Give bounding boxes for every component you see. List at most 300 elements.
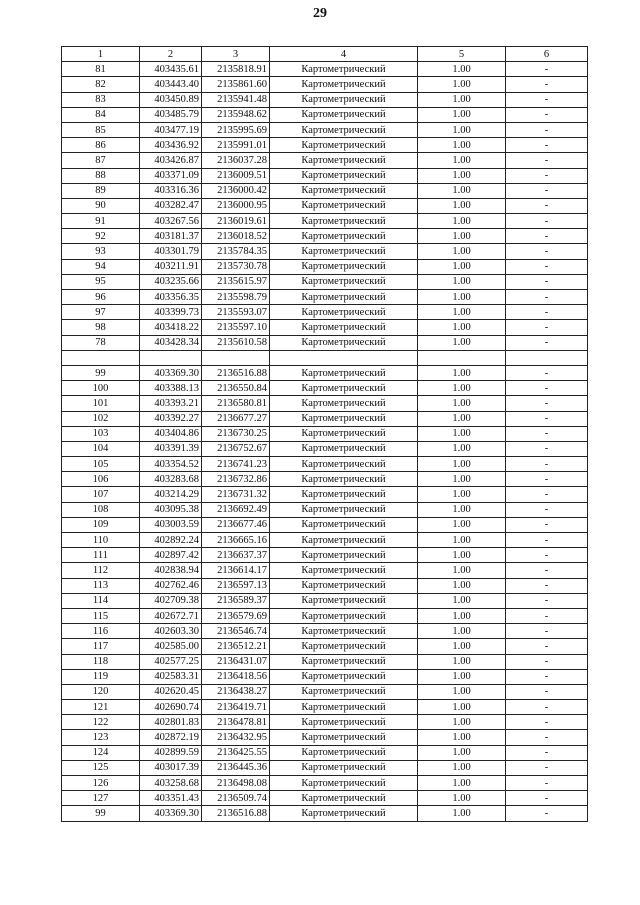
note-cell: - <box>506 122 588 137</box>
method-cell: Картометрический <box>270 548 418 563</box>
note-cell: - <box>506 517 588 532</box>
table-row <box>62 168 588 183</box>
x-coordinate-cell: 403282.47 <box>140 198 202 213</box>
method-cell: Картометрический <box>270 669 418 684</box>
x-coordinate-cell: 403258.68 <box>140 776 202 791</box>
y-coordinate-cell: 2136432.95 <box>202 730 270 745</box>
y-coordinate-cell: 2136478.81 <box>202 715 270 730</box>
x-coordinate-cell: 402577.25 <box>140 654 202 669</box>
x-coordinate-cell: 402838.94 <box>140 563 202 578</box>
accuracy-cell: 1.00 <box>418 244 506 259</box>
table-row <box>62 396 588 411</box>
y-coordinate-cell: 2136516.88 <box>202 365 270 380</box>
accuracy-cell: 1.00 <box>418 791 506 806</box>
table-row <box>62 381 588 396</box>
table-row <box>62 274 588 289</box>
table-row <box>62 684 588 699</box>
point-number-cell: 83 <box>62 92 140 107</box>
x-coordinate-cell: 403235.66 <box>140 274 202 289</box>
table-row <box>62 320 588 335</box>
table-row <box>62 229 588 244</box>
y-coordinate-cell: 2135948.62 <box>202 107 270 122</box>
note-cell: - <box>506 426 588 441</box>
note-cell: - <box>506 92 588 107</box>
method-cell: Картометрический <box>270 684 418 699</box>
accuracy-cell: 1.00 <box>418 107 506 122</box>
note-cell: - <box>506 138 588 153</box>
table-row <box>62 624 588 639</box>
accuracy-cell: 1.00 <box>418 168 506 183</box>
accuracy-cell: 1.00 <box>418 320 506 335</box>
method-cell: Картометрический <box>270 654 418 669</box>
method-cell: Картометрический <box>270 700 418 715</box>
table-row <box>62 608 588 623</box>
x-coordinate-cell: 403428.34 <box>140 335 202 350</box>
accuracy-cell: 1.00 <box>418 548 506 563</box>
note-cell: - <box>506 669 588 684</box>
point-number-cell: 100 <box>62 381 140 396</box>
point-number-cell: 87 <box>62 153 140 168</box>
x-coordinate-cell: 403371.09 <box>140 168 202 183</box>
accuracy-cell: 1.00 <box>418 77 506 92</box>
x-coordinate-cell: 402709.38 <box>140 593 202 608</box>
table-row <box>62 639 588 654</box>
x-coordinate-cell: 403404.86 <box>140 426 202 441</box>
y-coordinate-cell: 2136752.67 <box>202 441 270 456</box>
point-number-cell: 126 <box>62 776 140 791</box>
point-number-cell: 96 <box>62 290 140 305</box>
point-number-cell: 107 <box>62 487 140 502</box>
y-coordinate-cell: 2136438.27 <box>202 684 270 699</box>
point-number-cell: 95 <box>62 274 140 289</box>
method-cell: Картометрический <box>270 183 418 198</box>
y-coordinate-cell: 2135597.10 <box>202 320 270 335</box>
method-cell: Картометрический <box>270 168 418 183</box>
method-cell: Картометрический <box>270 396 418 411</box>
method-cell: Картометрический <box>270 259 418 274</box>
table-row <box>62 730 588 745</box>
table-row <box>62 441 588 456</box>
y-coordinate-cell: 2135995.69 <box>202 122 270 137</box>
method-cell: Картометрический <box>270 365 418 380</box>
accuracy-cell: 1.00 <box>418 229 506 244</box>
note-cell: - <box>506 259 588 274</box>
method-cell: Картометрический <box>270 487 418 502</box>
y-coordinate-cell: 2136637.37 <box>202 548 270 563</box>
table-row <box>62 654 588 669</box>
accuracy-cell: 1.00 <box>418 624 506 639</box>
note-cell: - <box>506 760 588 775</box>
point-number-cell: 106 <box>62 472 140 487</box>
x-coordinate-cell: 402672.71 <box>140 608 202 623</box>
method-cell: Картометрический <box>270 472 418 487</box>
x-coordinate-cell: 403369.30 <box>140 365 202 380</box>
point-number-cell: 121 <box>62 700 140 715</box>
note-cell: - <box>506 791 588 806</box>
table-row <box>62 669 588 684</box>
table-row <box>62 411 588 426</box>
x-coordinate-cell: 402585.00 <box>140 639 202 654</box>
point-number-cell: 78 <box>62 335 140 350</box>
method-cell: Картометрический <box>270 441 418 456</box>
point-number-cell: 97 <box>62 305 140 320</box>
note-cell: - <box>506 305 588 320</box>
method-cell: Картометрический <box>270 608 418 623</box>
y-coordinate-cell: 2136579.69 <box>202 608 270 623</box>
table-row <box>62 244 588 259</box>
x-coordinate-cell: 403443.40 <box>140 77 202 92</box>
method-cell: Картометрический <box>270 244 418 259</box>
method-cell: Картометрический <box>270 92 418 107</box>
method-cell <box>270 350 418 365</box>
column-header-4: 4 <box>270 47 418 62</box>
table-row <box>62 335 588 350</box>
method-cell: Картометрический <box>270 229 418 244</box>
point-number-cell: 92 <box>62 229 140 244</box>
accuracy-cell: 1.00 <box>418 715 506 730</box>
note-cell: - <box>506 776 588 791</box>
note-cell: - <box>506 548 588 563</box>
note-cell: - <box>506 578 588 593</box>
accuracy-cell: 1.00 <box>418 441 506 456</box>
y-coordinate-cell: 2136000.42 <box>202 183 270 198</box>
table-row <box>62 760 588 775</box>
accuracy-cell <box>418 350 506 365</box>
accuracy-cell: 1.00 <box>418 760 506 775</box>
note-cell: - <box>506 62 588 77</box>
accuracy-cell: 1.00 <box>418 381 506 396</box>
note-cell: - <box>506 806 588 821</box>
note-cell: - <box>506 730 588 745</box>
point-number-cell: 108 <box>62 502 140 517</box>
table-row <box>62 502 588 517</box>
y-coordinate-cell: 2135861.60 <box>202 77 270 92</box>
point-number-cell: 102 <box>62 411 140 426</box>
accuracy-cell: 1.00 <box>418 335 506 350</box>
point-number-cell: 109 <box>62 517 140 532</box>
accuracy-cell: 1.00 <box>418 138 506 153</box>
y-coordinate-cell: 2136418.56 <box>202 669 270 684</box>
y-coordinate-cell: 2135730.78 <box>202 259 270 274</box>
method-cell: Картометрический <box>270 411 418 426</box>
table-row <box>62 77 588 92</box>
accuracy-cell: 1.00 <box>418 669 506 684</box>
accuracy-cell: 1.00 <box>418 153 506 168</box>
table-row <box>62 107 588 122</box>
point-number-cell: 98 <box>62 320 140 335</box>
accuracy-cell: 1.00 <box>418 214 506 229</box>
note-cell: - <box>506 608 588 623</box>
method-cell: Картометрический <box>270 335 418 350</box>
table-row <box>62 715 588 730</box>
table-row <box>62 806 588 821</box>
method-cell: Картометрический <box>270 730 418 745</box>
note-cell: - <box>506 563 588 578</box>
x-coordinate-cell: 403095.38 <box>140 502 202 517</box>
note-cell <box>506 350 588 365</box>
column-header-5: 5 <box>418 47 506 62</box>
point-number-cell: 124 <box>62 745 140 760</box>
accuracy-cell: 1.00 <box>418 183 506 198</box>
accuracy-cell: 1.00 <box>418 639 506 654</box>
x-coordinate-cell: 402801.83 <box>140 715 202 730</box>
table-row <box>62 776 588 791</box>
point-number-cell <box>62 350 140 365</box>
point-number-cell: 81 <box>62 62 140 77</box>
table-row <box>62 487 588 502</box>
y-coordinate-cell: 2136550.84 <box>202 381 270 396</box>
note-cell: - <box>506 411 588 426</box>
y-coordinate-cell: 2136019.61 <box>202 214 270 229</box>
accuracy-cell: 1.00 <box>418 62 506 77</box>
note-cell: - <box>506 381 588 396</box>
point-number-cell: 120 <box>62 684 140 699</box>
point-number-cell: 99 <box>62 806 140 821</box>
point-number-cell: 115 <box>62 608 140 623</box>
method-cell: Картометрический <box>270 381 418 396</box>
accuracy-cell: 1.00 <box>418 365 506 380</box>
note-cell: - <box>506 183 588 198</box>
method-cell: Картометрический <box>270 138 418 153</box>
x-coordinate-cell: 403426.87 <box>140 153 202 168</box>
y-coordinate-cell: 2136677.27 <box>202 411 270 426</box>
method-cell: Картометрический <box>270 198 418 213</box>
x-coordinate-cell: 402690.74 <box>140 700 202 715</box>
table-row <box>62 259 588 274</box>
x-coordinate-cell: 403392.27 <box>140 411 202 426</box>
header-row <box>62 47 588 62</box>
note-cell: - <box>506 320 588 335</box>
table-header <box>62 47 588 62</box>
table-row <box>62 290 588 305</box>
note-cell: - <box>506 214 588 229</box>
y-coordinate-cell: 2136692.49 <box>202 502 270 517</box>
x-coordinate-cell: 403393.21 <box>140 396 202 411</box>
table-row <box>62 563 588 578</box>
note-cell: - <box>506 274 588 289</box>
y-coordinate-cell: 2136445.36 <box>202 760 270 775</box>
accuracy-cell: 1.00 <box>418 776 506 791</box>
table-row <box>62 593 588 608</box>
method-cell: Картометрический <box>270 153 418 168</box>
method-cell: Картометрический <box>270 639 418 654</box>
x-coordinate-cell: 403351.43 <box>140 791 202 806</box>
note-cell: - <box>506 654 588 669</box>
method-cell: Картометрический <box>270 745 418 760</box>
column-header-6: 6 <box>506 47 588 62</box>
y-coordinate-cell: 2136512.21 <box>202 639 270 654</box>
table-row <box>62 183 588 198</box>
x-coordinate-cell: 402583.31 <box>140 669 202 684</box>
x-coordinate-cell: 403418.22 <box>140 320 202 335</box>
point-number-cell: 86 <box>62 138 140 153</box>
accuracy-cell: 1.00 <box>418 472 506 487</box>
method-cell: Картометрический <box>270 457 418 472</box>
point-number-cell: 91 <box>62 214 140 229</box>
point-number-cell: 88 <box>62 168 140 183</box>
x-coordinate-cell: 403436.92 <box>140 138 202 153</box>
note-cell: - <box>506 198 588 213</box>
note-cell: - <box>506 290 588 305</box>
point-number-cell: 116 <box>62 624 140 639</box>
y-coordinate-cell: 2136018.52 <box>202 229 270 244</box>
column-header-2: 2 <box>140 47 202 62</box>
accuracy-cell: 1.00 <box>418 396 506 411</box>
table-row <box>62 517 588 532</box>
y-coordinate-cell: 2136665.16 <box>202 533 270 548</box>
point-number-cell: 104 <box>62 441 140 456</box>
y-coordinate-cell: 2136498.08 <box>202 776 270 791</box>
y-coordinate-cell: 2135593.07 <box>202 305 270 320</box>
point-number-cell: 111 <box>62 548 140 563</box>
method-cell: Картометрический <box>270 274 418 289</box>
accuracy-cell: 1.00 <box>418 502 506 517</box>
y-coordinate-cell: 2136614.17 <box>202 563 270 578</box>
point-number-cell: 119 <box>62 669 140 684</box>
accuracy-cell: 1.00 <box>418 274 506 289</box>
y-coordinate-cell: 2136425.55 <box>202 745 270 760</box>
accuracy-cell: 1.00 <box>418 700 506 715</box>
table-row <box>62 62 588 77</box>
y-coordinate-cell: 2135991.01 <box>202 138 270 153</box>
x-coordinate-cell: 403369.30 <box>140 806 202 821</box>
point-number-cell: 93 <box>62 244 140 259</box>
x-coordinate-cell: 402892.24 <box>140 533 202 548</box>
note-cell: - <box>506 335 588 350</box>
y-coordinate-cell: 2136580.81 <box>202 396 270 411</box>
point-number-cell: 85 <box>62 122 140 137</box>
y-coordinate-cell: 2136732.86 <box>202 472 270 487</box>
point-number-cell: 127 <box>62 791 140 806</box>
y-coordinate-cell: 2136741.23 <box>202 457 270 472</box>
accuracy-cell: 1.00 <box>418 411 506 426</box>
y-coordinate-cell: 2136419.71 <box>202 700 270 715</box>
accuracy-cell: 1.00 <box>418 578 506 593</box>
table-row <box>62 472 588 487</box>
note-cell: - <box>506 745 588 760</box>
accuracy-cell: 1.00 <box>418 259 506 274</box>
method-cell: Картометрический <box>270 502 418 517</box>
accuracy-cell: 1.00 <box>418 457 506 472</box>
accuracy-cell: 1.00 <box>418 806 506 821</box>
method-cell: Картометрический <box>270 760 418 775</box>
point-number-cell: 113 <box>62 578 140 593</box>
table-row <box>62 700 588 715</box>
point-number-cell: 90 <box>62 198 140 213</box>
note-cell: - <box>506 396 588 411</box>
method-cell: Картометрический <box>270 776 418 791</box>
note-cell: - <box>506 441 588 456</box>
accuracy-cell: 1.00 <box>418 684 506 699</box>
y-coordinate-cell: 2135615.97 <box>202 274 270 289</box>
point-number-cell: 89 <box>62 183 140 198</box>
table-body <box>62 62 588 821</box>
point-number-cell: 118 <box>62 654 140 669</box>
y-coordinate-cell: 2136431.07 <box>202 654 270 669</box>
method-cell: Картометрический <box>270 305 418 320</box>
x-coordinate-cell: 402620.45 <box>140 684 202 699</box>
point-number-cell: 117 <box>62 639 140 654</box>
accuracy-cell: 1.00 <box>418 487 506 502</box>
point-number-cell: 94 <box>62 259 140 274</box>
point-number-cell: 99 <box>62 365 140 380</box>
table-row <box>62 138 588 153</box>
note-cell: - <box>506 229 588 244</box>
x-coordinate-cell: 403356.35 <box>140 290 202 305</box>
accuracy-cell: 1.00 <box>418 533 506 548</box>
table-row <box>62 350 588 365</box>
x-coordinate-cell <box>140 350 202 365</box>
point-number-cell: 122 <box>62 715 140 730</box>
column-header-1: 1 <box>62 47 140 62</box>
point-number-cell: 123 <box>62 730 140 745</box>
point-number-cell: 105 <box>62 457 140 472</box>
x-coordinate-cell: 403388.13 <box>140 381 202 396</box>
note-cell: - <box>506 487 588 502</box>
point-number-cell: 84 <box>62 107 140 122</box>
table-row <box>62 791 588 806</box>
y-coordinate-cell: 2135818.91 <box>202 62 270 77</box>
note-cell: - <box>506 472 588 487</box>
accuracy-cell: 1.00 <box>418 517 506 532</box>
x-coordinate-cell: 403003.59 <box>140 517 202 532</box>
method-cell: Картометрический <box>270 77 418 92</box>
x-coordinate-cell: 403450.89 <box>140 92 202 107</box>
accuracy-cell: 1.00 <box>418 608 506 623</box>
method-cell: Картометрический <box>270 578 418 593</box>
x-coordinate-cell: 402897.42 <box>140 548 202 563</box>
y-coordinate-cell: 2136597.13 <box>202 578 270 593</box>
x-coordinate-cell: 402872.19 <box>140 730 202 745</box>
point-number-cell: 103 <box>62 426 140 441</box>
table-row <box>62 365 588 380</box>
method-cell: Картометрический <box>270 806 418 821</box>
method-cell: Картометрический <box>270 715 418 730</box>
note-cell: - <box>506 457 588 472</box>
x-coordinate-cell: 403435.61 <box>140 62 202 77</box>
table-row <box>62 533 588 548</box>
note-cell: - <box>506 533 588 548</box>
method-cell: Картометрический <box>270 533 418 548</box>
y-coordinate-cell: 2136589.37 <box>202 593 270 608</box>
note-cell: - <box>506 715 588 730</box>
accuracy-cell: 1.00 <box>418 92 506 107</box>
x-coordinate-cell: 403283.68 <box>140 472 202 487</box>
note-cell: - <box>506 639 588 654</box>
column-header-3: 3 <box>202 47 270 62</box>
accuracy-cell: 1.00 <box>418 745 506 760</box>
x-coordinate-cell: 403354.52 <box>140 457 202 472</box>
table-row <box>62 745 588 760</box>
y-coordinate-cell <box>202 350 270 365</box>
x-coordinate-cell: 403391.39 <box>140 441 202 456</box>
y-coordinate-cell: 2136677.46 <box>202 517 270 532</box>
y-coordinate-cell: 2136037.28 <box>202 153 270 168</box>
table-row <box>62 578 588 593</box>
method-cell: Картометрический <box>270 517 418 532</box>
x-coordinate-cell: 403211.91 <box>140 259 202 274</box>
note-cell: - <box>506 244 588 259</box>
method-cell: Картометрический <box>270 426 418 441</box>
x-coordinate-cell: 403316.36 <box>140 183 202 198</box>
point-number-cell: 110 <box>62 533 140 548</box>
note-cell: - <box>506 153 588 168</box>
table-row <box>62 548 588 563</box>
note-cell: - <box>506 502 588 517</box>
table-row <box>62 92 588 107</box>
note-cell: - <box>506 77 588 92</box>
method-cell: Картометрический <box>270 593 418 608</box>
